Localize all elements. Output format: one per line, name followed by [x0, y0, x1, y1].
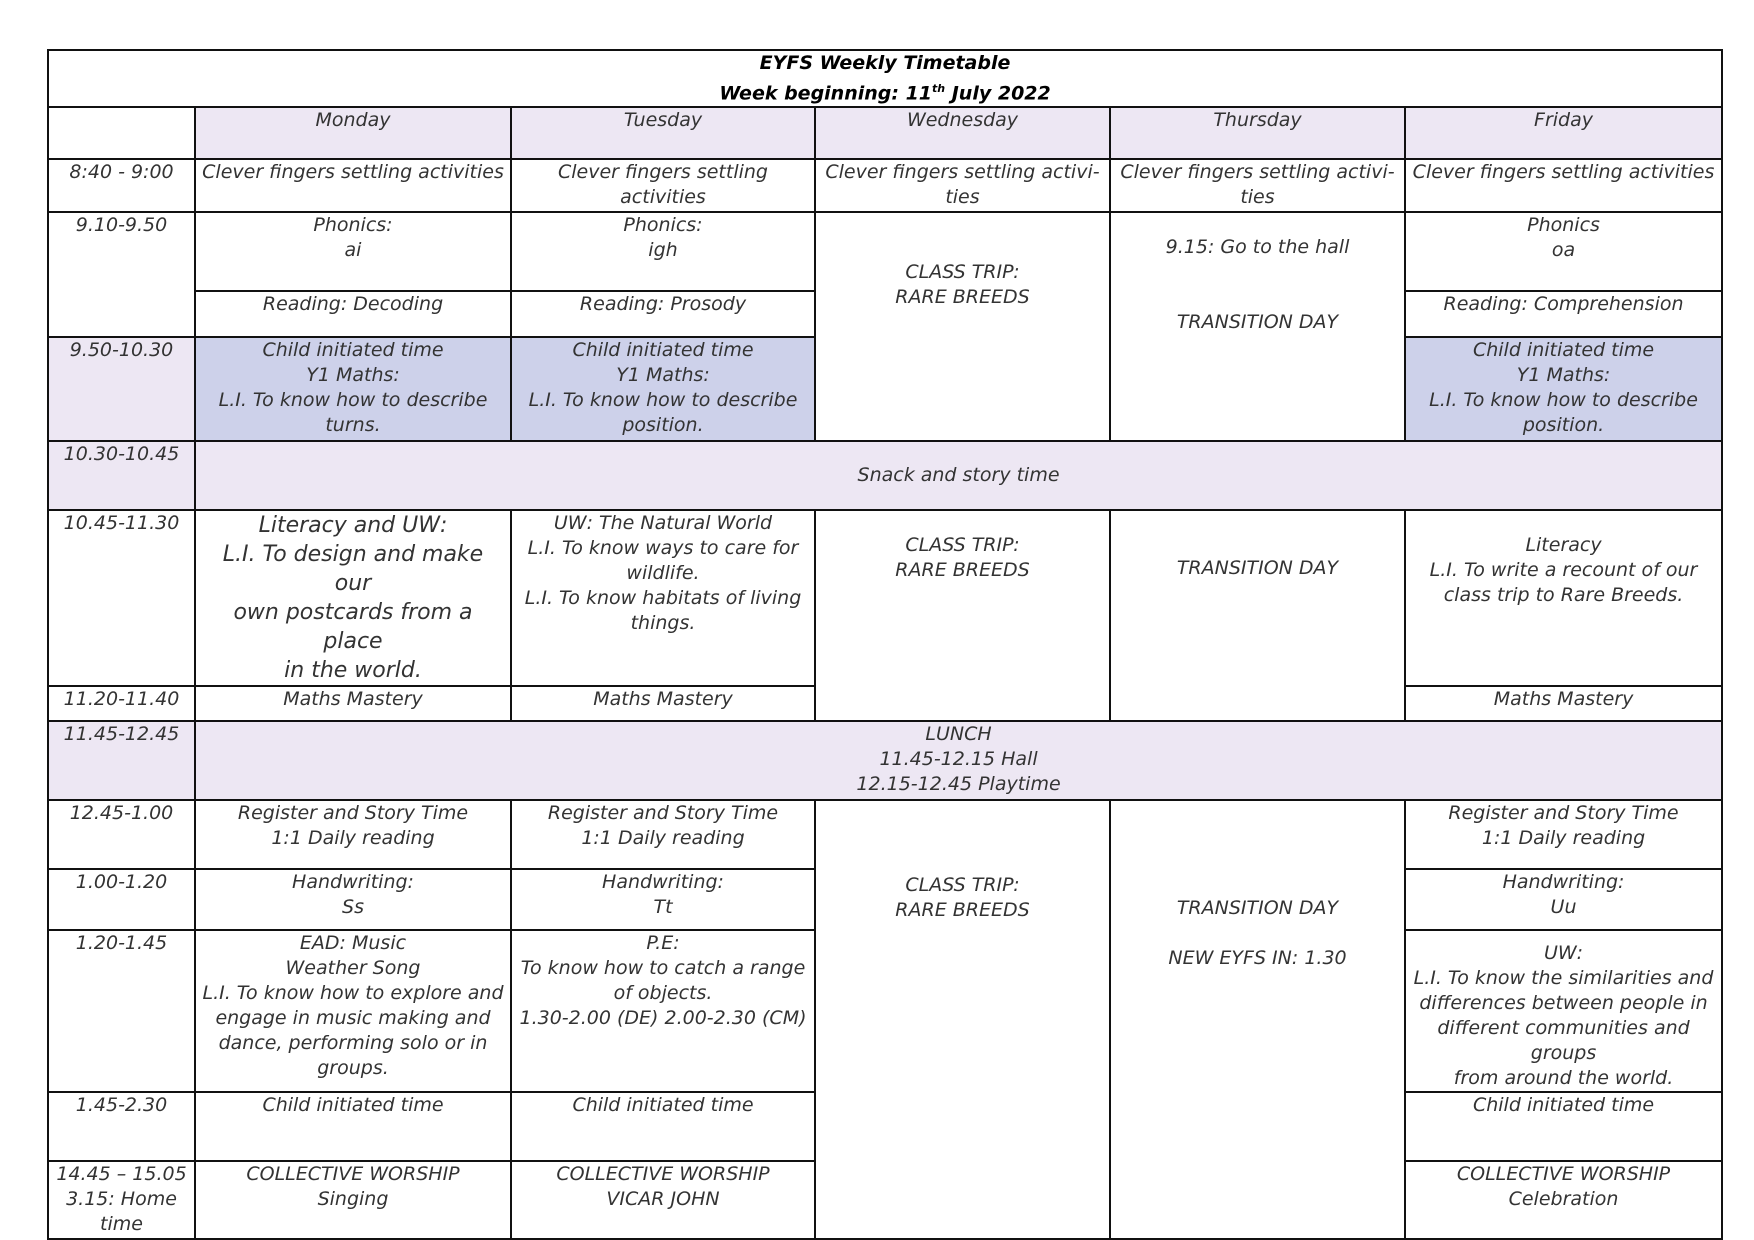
day-header-friday: Friday	[1405, 107, 1722, 159]
lesson-cell-tuesday: Reading: Prosody	[511, 291, 815, 337]
lesson-cell-friday: UW: L.I. To know the similarities and differences between people in different communities and groups from around the world.	[1405, 930, 1722, 1092]
lunch-band: LUNCH 11.45-12.15 Hall 12.15-12.45 Playtime	[195, 721, 1722, 800]
lesson-cell-monday: Clever fingers settling activities	[195, 159, 511, 212]
lesson-cell-monday: Child initiated time	[195, 1092, 511, 1161]
lesson-cell-tuesday: Child initiated time	[511, 1092, 815, 1161]
lesson-cell-tuesday: Child initiated time Y1 Maths: L.I. To know how to describe position.	[511, 337, 815, 441]
transition-day-cell-morning: 9.15: Go to the hall TRANSITION DAY	[1110, 212, 1405, 441]
lesson-cell-tuesday: Clever fingers settling activities	[511, 159, 815, 212]
class-trip-cell-midday: CLASS TRIP: RARE BREEDS	[815, 510, 1110, 721]
class-trip-cell-afternoon: CLASS TRIP: RARE BREEDS	[815, 800, 1110, 1239]
time-slot: 9.50-10.30	[48, 337, 195, 441]
time-slot: 14.45 – 15.05 3.15: Home time	[48, 1161, 195, 1239]
time-slot: 11.20-11.40	[48, 686, 195, 721]
timetable-title	[48, 50, 1722, 107]
time-slot: 1.45-2.30	[48, 1092, 195, 1161]
lesson-cell-friday: Register and Story Time 1:1 Daily reading	[1405, 800, 1722, 869]
transition-day-cell-midday: TRANSITION DAY	[1110, 510, 1405, 721]
time-slot: 8:40 - 9:00	[48, 159, 195, 212]
day-header-monday: Monday	[195, 107, 511, 159]
lesson-cell-friday: COLLECTIVE WORSHIP Celebration	[1405, 1161, 1722, 1239]
lesson-cell-friday: Reading: Comprehension	[1405, 291, 1722, 337]
lesson-cell-friday: Literacy L.I. To write a recount of our class trip to Rare Breeds.	[1405, 510, 1722, 686]
lesson-cell-friday: Clever fingers settling activities	[1405, 159, 1722, 212]
lesson-cell-friday: Child initiated time Y1 Maths: L.I. To know how to describe position.	[1405, 337, 1722, 441]
time-slot: 12.45-1.00	[48, 800, 195, 869]
lesson-cell-monday: COLLECTIVE WORSHIP Singing	[195, 1161, 511, 1239]
title-line-1: EYFS Weekly Timetable	[759, 52, 1011, 74]
lesson-cell-monday: Child initiated time Y1 Maths: L.I. To know how to describe turns.	[195, 337, 511, 441]
day-header-tuesday: Tuesday	[511, 107, 815, 159]
lesson-cell-monday: Register and Story Time 1:1 Daily reading	[195, 800, 511, 869]
lesson-cell-monday: Reading: Decoding	[195, 291, 511, 337]
transition-day-cell-afternoon: TRANSITION DAY NEW EYFS IN: 1.30	[1110, 800, 1405, 1239]
weekly-timetable	[47, 49, 1723, 1240]
class-trip-cell-morning: CLASS TRIP: RARE BREEDS	[815, 212, 1110, 441]
lesson-cell-tuesday: Phonics: igh	[511, 212, 815, 291]
lesson-cell-monday: Phonics: ai	[195, 212, 511, 291]
day-header-thursday: Thursday	[1110, 107, 1405, 159]
lesson-cell-monday: EAD: Music Weather Song L.I. To know how to explore and engage in music making and dance, performing solo or in groups.	[195, 930, 511, 1092]
lesson-cell-thursday: Clever fingers settling activi- ties	[1110, 159, 1405, 212]
lesson-cell-tuesday: COLLECTIVE WORSHIP VICAR JOHN	[511, 1161, 815, 1239]
time-slot: 1.20-1.45	[48, 930, 195, 1092]
day-header-wednesday: Wednesday	[815, 107, 1110, 159]
time-slot: 1.00-1.20	[48, 869, 195, 930]
lesson-cell-monday: Handwriting: Ss	[195, 869, 511, 930]
time-slot: 10.30-10.45	[48, 441, 195, 510]
lesson-cell-tuesday: Handwriting: Tt	[511, 869, 815, 930]
lesson-cell-friday: Child initiated time	[1405, 1092, 1722, 1161]
time-slot: 10.45-11.30	[48, 510, 195, 686]
lesson-cell-tuesday: UW: The Natural World L.I. To know ways to care for wildlife. L.I. To know habitats of living things.	[511, 510, 815, 686]
time-slot: 9.10-9.50	[48, 212, 195, 337]
time-slot: 11.45-12.45	[48, 721, 195, 800]
lesson-cell-friday: Maths Mastery	[1405, 686, 1722, 721]
title-line-2: Week beginning: 11th July 2022	[719, 82, 1051, 105]
lesson-cell-friday: Phonics oa	[1405, 212, 1722, 291]
lesson-cell-monday: Maths Mastery	[195, 686, 511, 721]
snack-story-band: Snack and story time	[195, 441, 1722, 510]
lesson-cell-wednesday: Clever fingers settling activi- ties	[815, 159, 1110, 212]
lesson-cell-tuesday: Maths Mastery	[511, 686, 815, 721]
corner-cell	[48, 107, 195, 159]
lesson-cell-tuesday: Register and Story Time 1:1 Daily reading	[511, 800, 815, 869]
lesson-cell-tuesday: P.E: To know how to catch a range of objects. 1.30-2.00 (DE) 2.00-2.30 (CM)	[511, 930, 815, 1092]
lesson-cell-monday: Literacy and UW: L.I. To design and make our own postcards from a place in the world.	[195, 510, 511, 686]
lesson-cell-friday: Handwriting: Uu	[1405, 869, 1722, 930]
